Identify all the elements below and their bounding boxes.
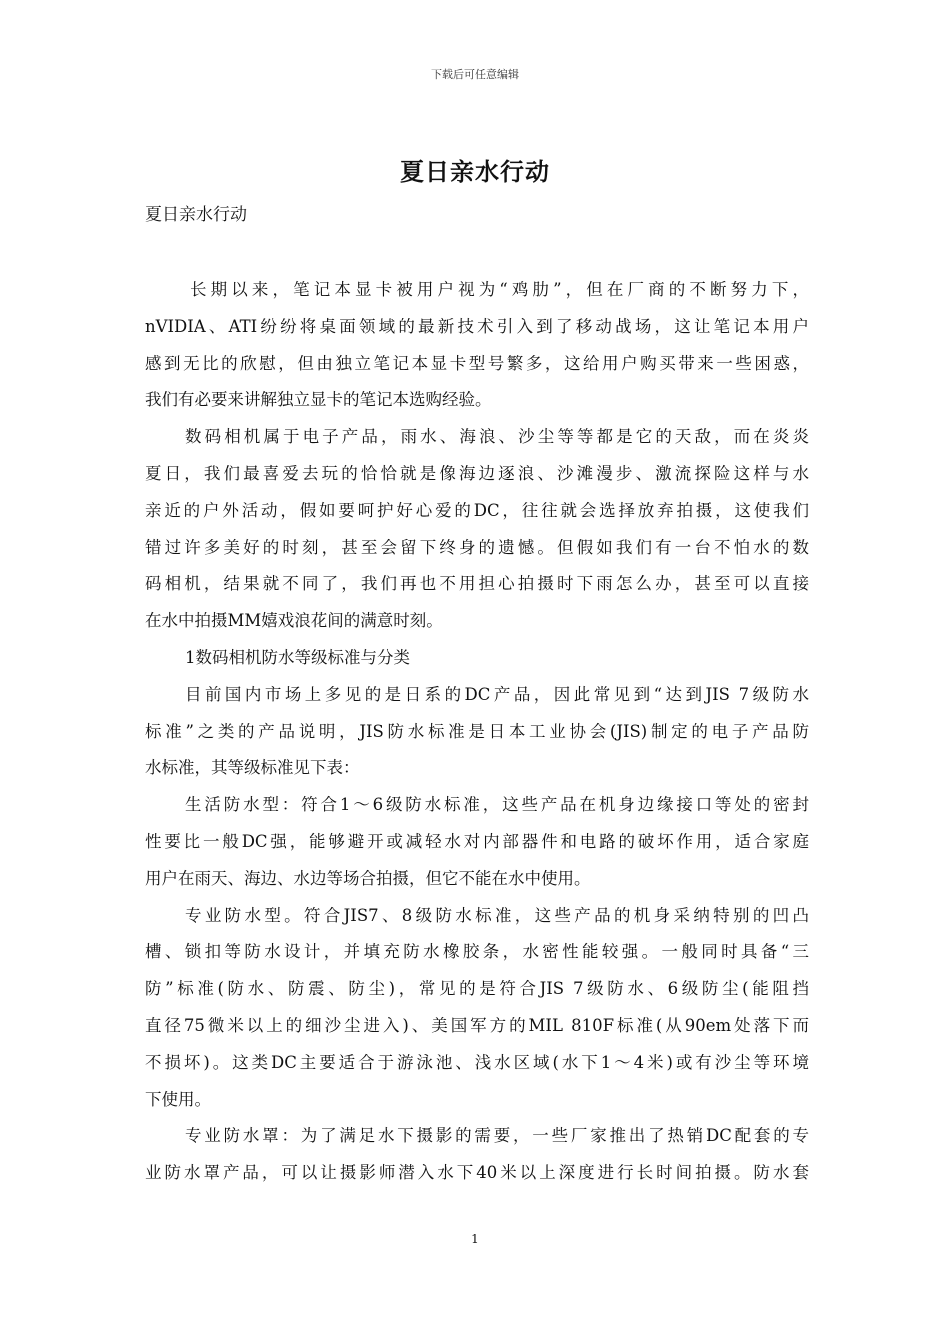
- page-number: 1: [471, 1232, 479, 1246]
- body-line: 标准”之类的产品说明，JIS防水标准是日本工业协会(JIS)制定的电子产品防: [145, 721, 809, 741]
- body-line: 专业防水罩：为了满足水下摄影的需要，一些厂家推出了热销DC配套的专: [185, 1126, 809, 1146]
- document-body: [145, 272, 809, 1192]
- body-line: 槽、锁扣等防水设计，并填充防水橡胶条，水密性能较强。一般同时具备“三: [145, 942, 809, 962]
- section-heading: 1数码相机防水等级标准与分类: [185, 647, 410, 667]
- document-subtitle: 夏日亲水行动: [145, 205, 247, 225]
- body-line: nVIDIA、ATI纷纷将桌面领域的最新技术引入到了移动战场，这让笔记本用户: [145, 316, 809, 336]
- body-line: 下使用。: [145, 1089, 211, 1109]
- body-line: 直径75微米以上的细沙尘进入)、美国军方的MIL 810F标准(从90em处落下而: [145, 1015, 809, 1035]
- body-line: 错过许多美好的时刻，甚至会留下终身的遗憾。但假如我们有一台不怕水的数: [145, 537, 809, 557]
- body-line: 我们有必要来讲解独立显卡的笔记本选购经验。: [145, 390, 492, 410]
- body-line: 目前国内市场上多见的是日系的DC产品，因此常见到“达到JIS 7级防水: [185, 684, 809, 704]
- body-line: 水标准，其等级标准见下表：: [145, 758, 360, 778]
- header-note: 下载后可任意编辑: [431, 68, 519, 81]
- body-line: 业防水罩产品，可以让摄影师潜入水下40米以上深度进行长时间拍摄。防水套: [145, 1163, 809, 1183]
- body-line: 专业防水型。符合JIS7、8级防水标准，这些产品的机身采纳特别的凹凸: [185, 905, 809, 925]
- body-line: 用户在雨天、海边、水边等场合拍摄，但它不能在水中使用。: [145, 868, 591, 888]
- body-line: 亲近的户外活动，假如要呵护好心爱的DC，往往就会选择放弃拍摄，这使我们: [145, 500, 809, 520]
- body-line: 夏日，我们最喜爱去玩的恰恰就是像海边逐浪、沙滩漫步、激流探险这样与水: [145, 463, 809, 483]
- document-title: 夏日亲水行动: [400, 158, 550, 186]
- body-line: 码相机，结果就不同了，我们再也不用担心拍摄时下雨怎么办，甚至可以直接: [145, 574, 809, 594]
- body-line: 在水中拍摄MM嬉戏浪花间的满意时刻。: [145, 611, 443, 631]
- body-line: 长期以来，笔记本显卡被用户视为“鸡肋”，但在厂商的不断努力下，: [190, 280, 809, 299]
- body-line: 生活防水型：符合1～6级防水标准，这些产品在机身边缘接口等处的密封: [185, 795, 809, 815]
- body-line: 数码相机属于电子产品，雨水、海浪、沙尘等等都是它的天敌，而在炎炎: [185, 427, 809, 447]
- body-line: 不损坏)。这类DC主要适合于游泳池、浅水区域(水下1～4米)或有沙尘等环境: [145, 1052, 809, 1072]
- body-line: 性要比一般DC强，能够避开或减轻水对内部器件和电路的破坏作用，适合家庭: [145, 831, 809, 851]
- body-line: 防”标准(防水、防震、防尘)，常见的是符合JIS 7级防水、6级防尘(能阻挡: [145, 979, 809, 999]
- body-line: 感到无比的欣慰，但由独立笔记本显卡型号繁多，这给用户购买带来一些困惑，: [145, 353, 809, 373]
